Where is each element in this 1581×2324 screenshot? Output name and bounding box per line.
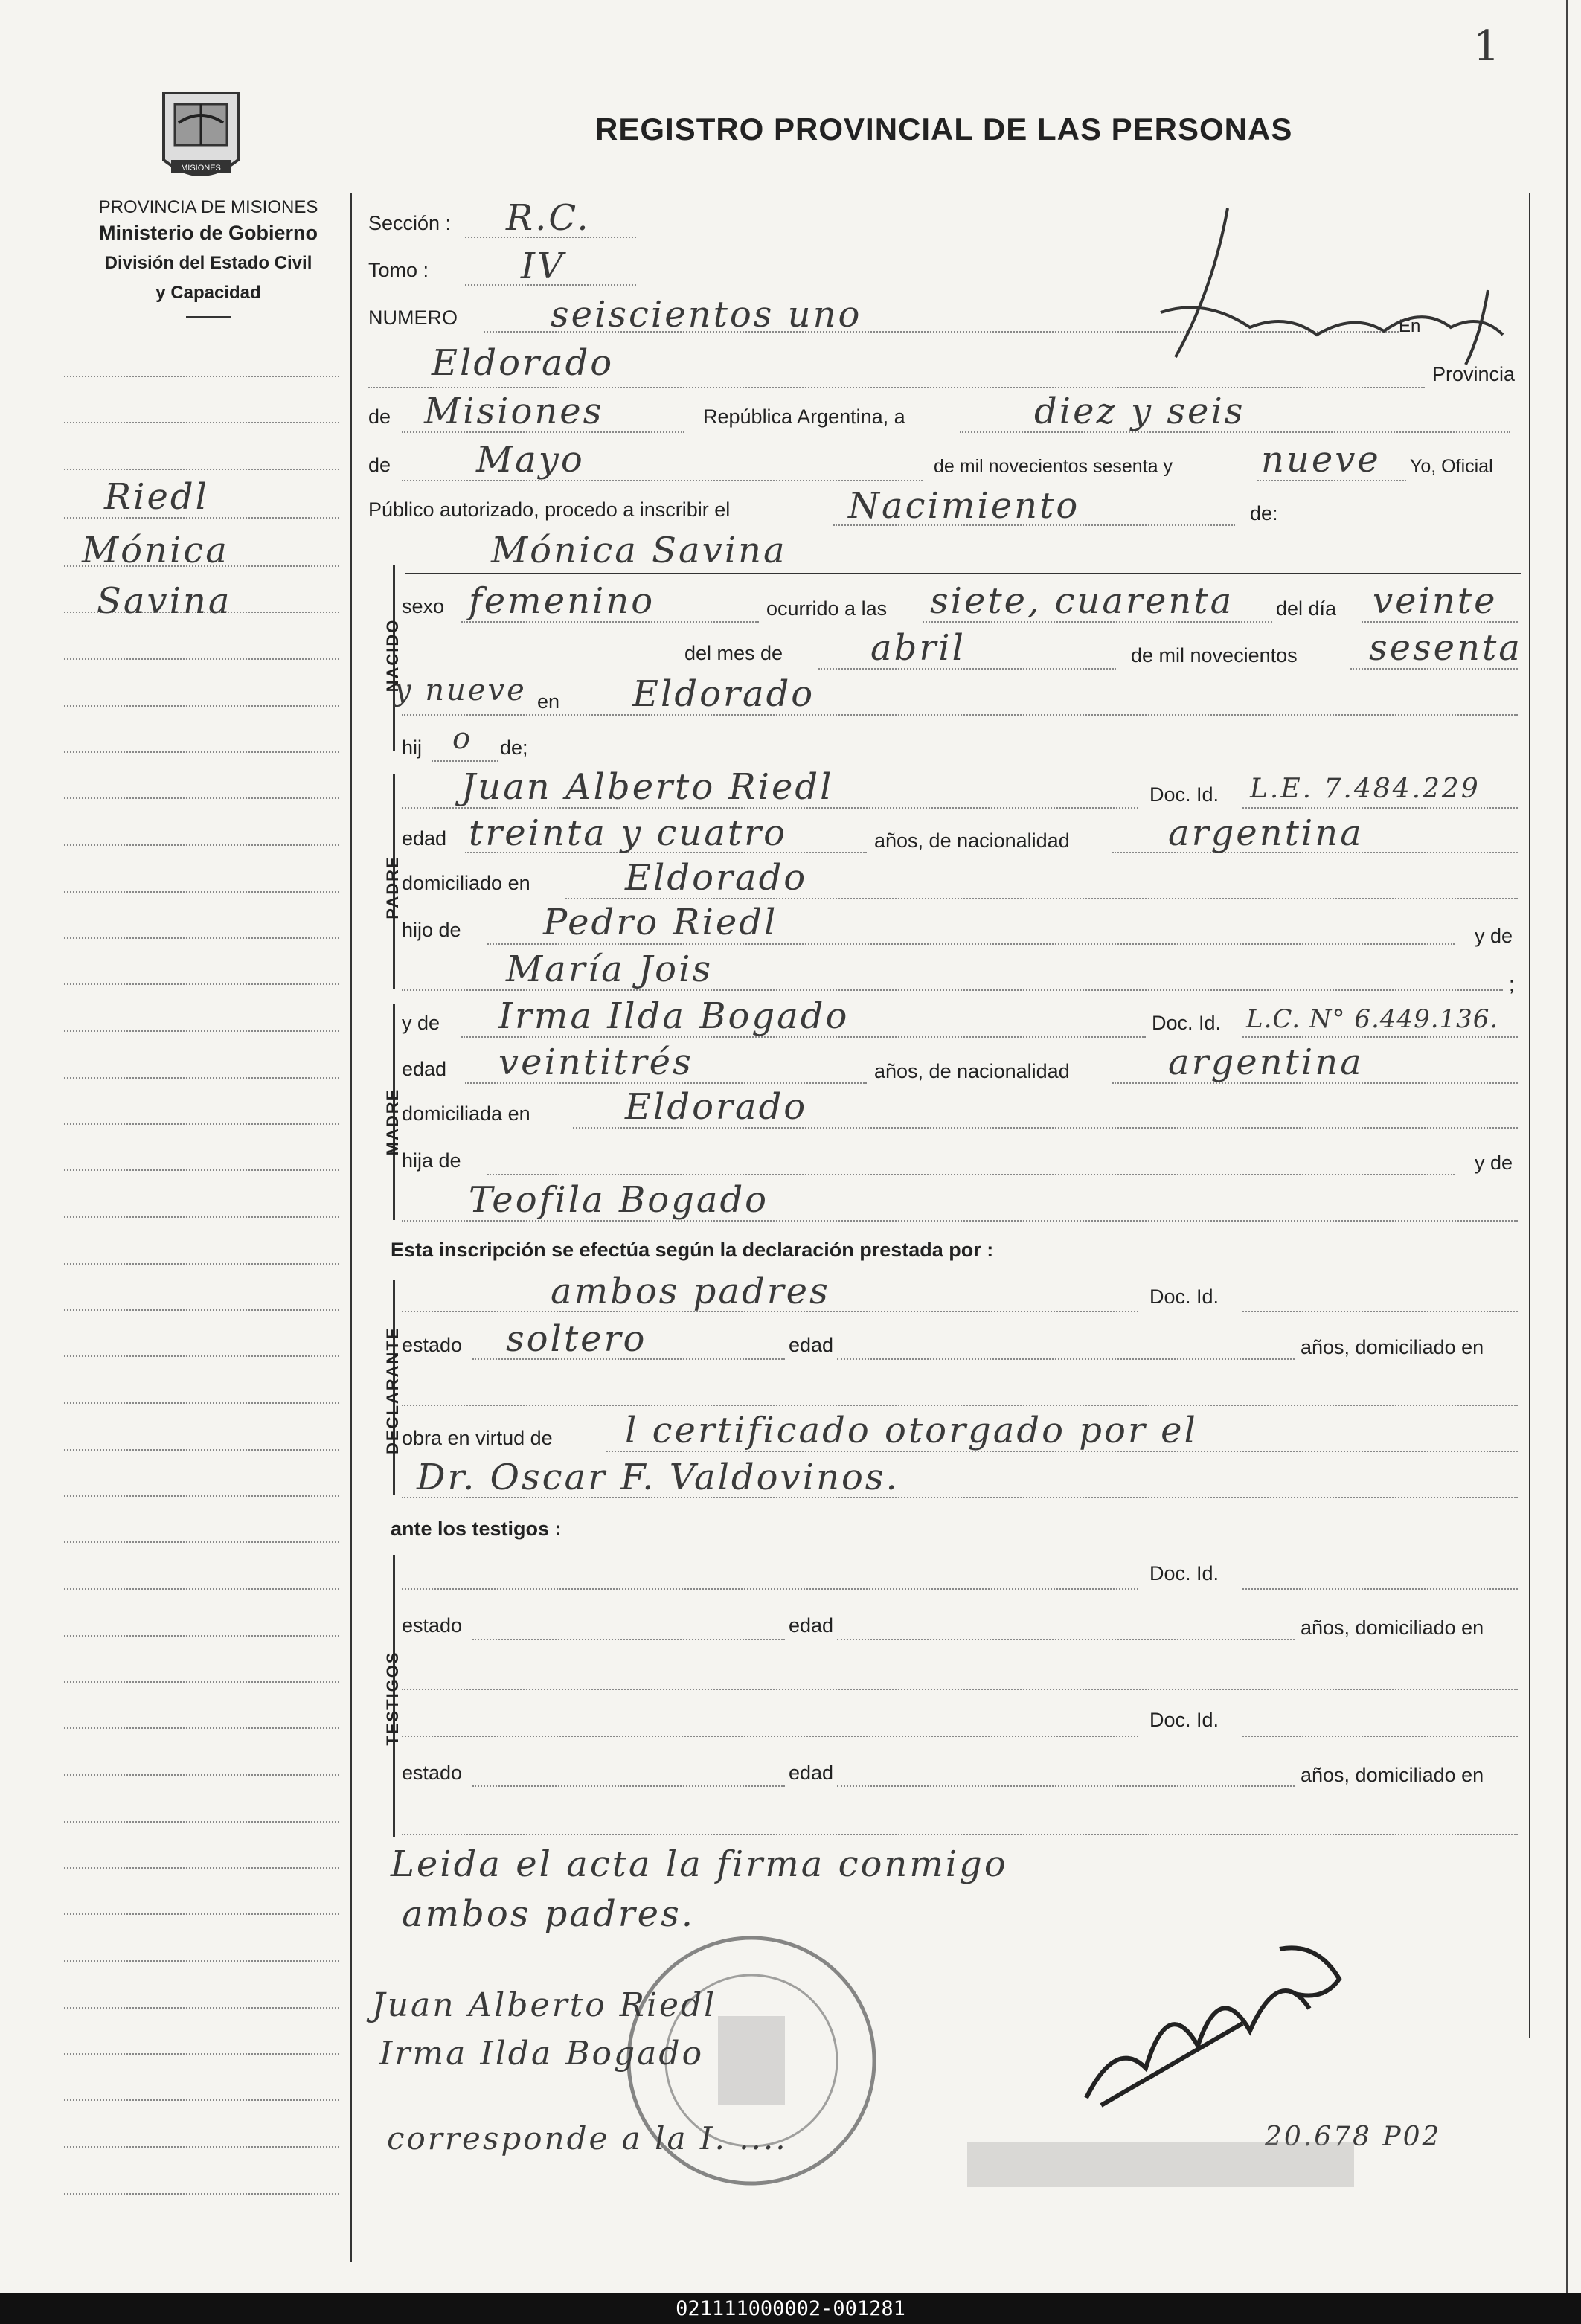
issuer-line-3: División del Estado Civil: [104, 253, 312, 273]
obra-label: obra en virtud de: [402, 1427, 553, 1449]
declarante-value: ambos padres: [551, 1271, 830, 1312]
de-mil2-label: de mil novecientos: [1131, 644, 1298, 667]
madre-edad-value: veintitrés: [498, 1041, 693, 1083]
madre-dom-value: Eldorado: [625, 1086, 808, 1128]
padre-madre-value: María Jois: [506, 948, 713, 990]
numero-label: NUMERO: [368, 306, 458, 329]
issuer-line-2: Ministerio de Gobierno: [98, 222, 318, 244]
provincia-value: Misiones: [424, 391, 604, 432]
padre-edad-value: treinta y cuatro: [469, 812, 787, 854]
de-label: de: [368, 405, 391, 428]
testigos-side-label: TESTIGOS: [383, 1651, 402, 1746]
ante-testigos-label: ante los testigos :: [391, 1518, 562, 1540]
declarante-estado-label: estado: [402, 1334, 463, 1356]
numero-value: seiscientos uno: [551, 294, 862, 336]
testigo2-anos-dom-label: años, domiciliado en: [1301, 1764, 1484, 1786]
padre-nac-label: años, de nacionalidad: [874, 829, 1070, 852]
official-signature-icon: [1056, 1919, 1369, 2128]
de-semi-label: de;: [500, 736, 528, 759]
hij-label: hij: [402, 736, 423, 759]
de2-label: de: [368, 454, 391, 476]
testigo1-anos-dom-label: años, domiciliado en: [1301, 1617, 1484, 1639]
acto-value: Nacimiento: [848, 485, 1080, 527]
margin-surname: Riedl: [104, 476, 209, 518]
firma-padre: Juan Alberto Riedl: [372, 1986, 717, 2024]
seal-text: MISIONES: [181, 164, 221, 173]
tomo-label: Tomo :: [368, 259, 429, 281]
madre-nac-value: argentina: [1168, 1041, 1364, 1083]
padre-edad-label: edad: [402, 827, 447, 850]
page-number: 1: [1473, 22, 1502, 71]
madre-edad-label: edad: [402, 1058, 447, 1080]
madre-doc-label: Doc. Id.: [1152, 1012, 1222, 1034]
padre-doc-label: Doc. Id.: [1149, 783, 1219, 806]
binding-edge: [1566, 0, 1581, 2293]
main-right-border: [1529, 193, 1530, 2038]
madre-madre-value: Teofila Bogado: [469, 1179, 769, 1221]
declarante-side-label: DECLARANTE: [383, 1326, 402, 1454]
testigo2-edad-label: edad: [789, 1762, 834, 1784]
madre-nac-label: años, de nacionalidad: [874, 1060, 1070, 1082]
nombre-value: Mónica Savina: [491, 530, 787, 571]
registrar-signature-icon: [1138, 201, 1518, 379]
margin-name-2: Savina: [97, 580, 232, 622]
lugar-nac-value: Eldorado: [632, 673, 815, 715]
sexo-value: femenino: [469, 580, 655, 622]
dia-nac-value: veinte: [1373, 580, 1498, 622]
issuer-divider: [186, 316, 231, 318]
en-label: En: [1399, 316, 1421, 336]
padre-dom-value: Eldorado: [625, 857, 808, 899]
document-title: REGISTRO PROVINCIAL DE LAS PERSONAS: [595, 112, 1293, 147]
padre-padre-value: Pedro Riedl: [543, 902, 778, 943]
madre-doc-value: L.C. N° 6.449.136.: [1246, 1004, 1499, 1034]
declarante-anos-dom-label: años, domiciliado en: [1301, 1336, 1484, 1358]
nacido-side-label: NACIDO: [383, 618, 402, 693]
madre-side-label: MADRE: [383, 1088, 402, 1156]
anio-nac-1-value: sesenta: [1369, 627, 1522, 669]
corresponde-line: corresponde a la I. ....: [387, 2120, 788, 2157]
padre-hijo-de-label: hijo de: [402, 919, 461, 941]
padre-semicolon: ;: [1509, 973, 1515, 995]
testigo1-edad-label: edad: [789, 1614, 834, 1637]
provincia-label: Provincia: [1432, 363, 1516, 385]
padre-doc-value: L.E. 7.484.229: [1250, 774, 1481, 804]
madre-dom-label: domiciliada en: [402, 1102, 530, 1125]
mes-registro-value: Mayo: [476, 439, 585, 481]
de-colon-label: de:: [1250, 502, 1278, 524]
obra-value-1: l certificado otorgado por el: [625, 1410, 1198, 1451]
padre-y-de-label: y de: [1475, 925, 1513, 947]
publico-label: Público autorizado, procedo a inscribir el: [368, 498, 731, 521]
madre-hija-de-label: hija de: [402, 1149, 461, 1172]
republica-label: República Argentina, a: [703, 405, 905, 428]
testigo2-doc-label: Doc. Id.: [1149, 1709, 1219, 1731]
declaracion-label: Esta inscripción se efectúa según la declaración prestada por :: [391, 1239, 994, 1261]
firma-madre: Irma Ilda Bogado: [379, 2035, 705, 2073]
testigo1-doc-label: Doc. Id.: [1149, 1562, 1219, 1585]
declarante-edad-label: edad: [789, 1334, 834, 1356]
anio-nac-2-value: y nueve: [394, 673, 527, 707]
testigo1-estado-label: estado: [402, 1614, 463, 1637]
issuer-line-1: PROVINCIA DE MISIONES: [98, 197, 318, 217]
sexo-label: sexo: [402, 595, 445, 617]
tomo-value: IV: [521, 245, 565, 287]
en2-label: en: [537, 690, 560, 713]
issuer-line-4: y Capacidad: [155, 283, 261, 303]
madre-nombre-value: Irma Ilda Bogado: [498, 995, 850, 1037]
hora-value: siete, cuarenta: [930, 580, 1234, 622]
de-mil-label: de mil novecientos sesenta y: [934, 456, 1173, 477]
padre-dom-label: domiciliado en: [402, 872, 530, 894]
padre-nombre-value: Juan Alberto Riedl: [461, 766, 834, 808]
padre-nac-value: argentina: [1168, 812, 1364, 854]
declarante-doc-label: Doc. Id.: [1149, 1285, 1219, 1308]
obra-value-2: Dr. Oscar F. Valdovinos.: [417, 1457, 899, 1498]
testigo2-estado-label: estado: [402, 1762, 463, 1784]
margin-name-1: Mónica: [82, 530, 229, 571]
madre-y-de-label: y de: [402, 1012, 440, 1034]
del-dia-label: del día: [1276, 597, 1337, 620]
yo-oficial-label: Yo, Oficial: [1410, 456, 1493, 477]
anio-registro-value: nueve: [1261, 439, 1381, 481]
lugar-value: Eldorado: [432, 342, 615, 384]
main-left-border: [350, 193, 352, 2262]
del-mes-label: del mes de: [684, 642, 783, 664]
sello-numero: 20.678 P02: [1265, 2122, 1442, 2152]
ocurrido-label: ocurrido a las: [766, 597, 888, 620]
province-seal-icon: [149, 78, 253, 190]
mes-nac-value: abril: [870, 627, 966, 669]
stamp-smudge: [967, 2142, 1354, 2187]
padre-side-label: PADRE: [383, 856, 402, 919]
declarante-estado-value: soltero: [506, 1318, 647, 1360]
footer-code: 021111000002-001281: [676, 2297, 905, 2320]
nombre-line: [405, 573, 1521, 574]
dia-registro-value: diez y seis: [1034, 391, 1245, 432]
cierre-line-1: Leida el acta la firma conmigo: [391, 1843, 1008, 1885]
madre-y-de2-label: y de: [1475, 1152, 1513, 1174]
seccion-label: Sección :: [368, 212, 452, 234]
seccion-value: R.C.: [506, 197, 591, 239]
cierre-line-2: ambos padres.: [402, 1893, 695, 1935]
hij-suffix-value: o: [452, 722, 473, 756]
